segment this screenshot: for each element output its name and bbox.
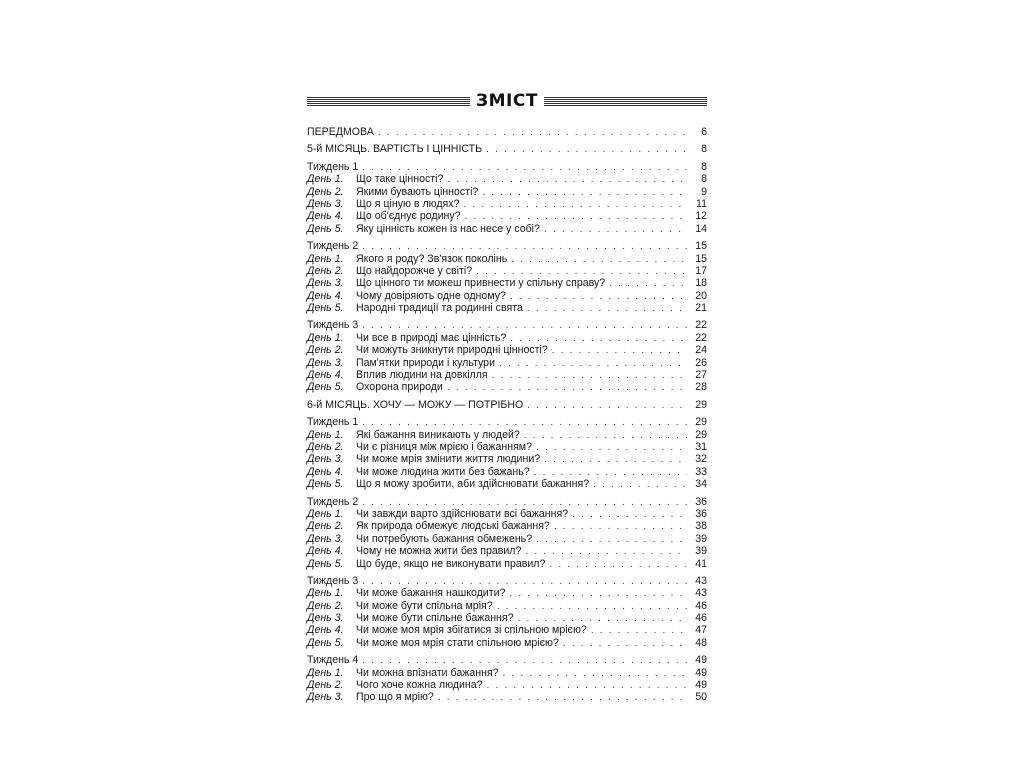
toc-page-number: 8	[701, 143, 707, 156]
toc-day-entry[interactable]	[307, 558, 707, 570]
toc-day-entry[interactable]	[307, 520, 707, 532]
left-title-rule	[307, 97, 470, 106]
toc-day-entry[interactable]	[307, 533, 707, 545]
toc-entry-title: 5-й МІСЯЦЬ. ВАРТІСТЬ І ЦІННІСТЬ	[307, 143, 483, 156]
toc-page-number: 12	[695, 210, 707, 223]
toc-day-label: День 2.	[307, 679, 344, 692]
toc-entry-title: Які бажання виникають у людей?	[356, 428, 520, 441]
toc-page-number: 49	[695, 666, 707, 679]
toc-day-label: День 4.	[307, 624, 344, 637]
toc-page-number: 38	[695, 520, 707, 533]
toc-leader-dots	[552, 345, 687, 357]
toc-page-number: 41	[695, 557, 707, 570]
toc-leader-dots	[482, 187, 687, 199]
toc-day-entry[interactable]	[307, 441, 707, 453]
toc-entry-title: Пам'ятки природи і культури	[356, 356, 495, 369]
toc-page-number: 15	[695, 252, 707, 265]
toc-entry-title: Якими бувають цінності?	[356, 185, 479, 198]
toc-day-label: День 1.	[307, 507, 344, 520]
toc-leader-dots	[511, 254, 687, 266]
toc-page-number: 36	[695, 507, 707, 520]
toc-day-label: День 3.	[307, 532, 344, 545]
toc-leader-dots	[554, 521, 687, 533]
toc-day-entry[interactable]	[307, 265, 707, 277]
toc-entry-title: Яку цінність кожен із нас несе у собі?	[356, 222, 540, 235]
toc-week-entry[interactable]	[307, 575, 707, 587]
toc-entry-title: Тиждень 1	[307, 160, 359, 173]
toc-day-entry[interactable]	[307, 667, 707, 679]
toc-leader-dots	[544, 454, 687, 466]
toc-leader-dots	[463, 199, 687, 211]
toc-page-number: 31	[695, 440, 707, 453]
toc-entry-title: Якого я роду? Зв'язок поколінь	[356, 252, 508, 265]
toc-entry-title: Чи може людина жити без бажань?	[356, 465, 530, 478]
toc-entry-title: Що об'єднує родину?	[356, 210, 461, 223]
toc-page-number: 11	[696, 197, 707, 210]
toc-day-label: День 2.	[307, 344, 344, 357]
toc-page-number: 36	[695, 495, 707, 508]
toc-entry-title: Вплив людини на довкілля	[356, 369, 488, 382]
toc-day-label: День 4.	[307, 210, 344, 223]
toc-entry-title: Чи завжди варто здійснювати всі бажання?	[356, 507, 569, 520]
toc-page-number: 27	[695, 369, 707, 382]
toc-entry-title: Чи є різниця між мрією і бажанням?	[356, 440, 532, 453]
toc-page-number: 22	[695, 319, 707, 332]
toc-day-entry[interactable]	[307, 357, 707, 369]
toc-leader-dots	[525, 546, 687, 558]
toc-page-number: 50	[695, 691, 707, 704]
toc-leader-dots	[486, 144, 687, 156]
toc-leader-dots	[527, 303, 687, 315]
toc-day-label: День 3.	[307, 453, 344, 466]
toc-day-entry[interactable]	[307, 545, 707, 557]
toc-section-entry[interactable]	[307, 399, 707, 411]
toc-leader-dots	[524, 430, 687, 442]
toc-entry-title: Чому не можна жити без правил?	[356, 545, 522, 558]
toc-entry-title: Чи потребують бажання обмежень?	[356, 532, 533, 545]
toc-leader-dots	[503, 668, 687, 680]
toc-entry-title: Чого хоче кожна людина?	[356, 679, 483, 692]
toc-entry-title: Що таке цінності?	[356, 173, 444, 186]
toc-day-label: День 5.	[307, 222, 344, 235]
toc-day-entry[interactable]	[307, 344, 707, 356]
toc-day-entry[interactable]	[307, 173, 707, 185]
toc-list	[307, 126, 707, 704]
toc-week-entry[interactable]	[307, 416, 707, 428]
toc-page-number: 39	[695, 532, 707, 545]
toc-page-number: 26	[695, 356, 707, 369]
toc-leader-dots	[509, 588, 687, 600]
toc-entry-title: Як природа обмежує людські бажання?	[356, 520, 550, 533]
page-title: ЗМІСТ	[476, 91, 538, 111]
toc-day-label: День 3.	[307, 356, 344, 369]
toc-leader-dots	[510, 291, 687, 303]
toc-day-label: День 3.	[307, 277, 344, 290]
toc-page-number: 46	[695, 612, 707, 625]
toc-day-entry[interactable]	[307, 210, 707, 222]
toc-section-entry[interactable]	[307, 143, 707, 155]
toc-page-number: 17	[695, 264, 707, 277]
toc-entry-title: Народні традиції та родинні свята	[356, 302, 523, 315]
toc-leader-dots	[536, 534, 687, 546]
toc-day-label: День 3.	[307, 197, 344, 210]
toc-entry-title: Про що я мрію?	[356, 691, 434, 704]
toc-entry-title: Що я ціную в людях?	[356, 197, 460, 210]
toc-day-entry[interactable]	[307, 381, 707, 393]
toc-entry-title: Що буде, якщо не виконувати правил?	[356, 557, 546, 570]
toc-page-number: 20	[695, 289, 707, 302]
toc-day-label: День 3.	[307, 612, 344, 625]
toc-day-entry[interactable]	[307, 691, 707, 703]
toc-entry-title: Тиждень 2	[307, 495, 359, 508]
toc-page-number: 29	[695, 428, 707, 441]
toc-day-entry[interactable]	[307, 186, 707, 198]
toc-week-entry[interactable]	[307, 319, 707, 331]
toc-leader-dots	[499, 358, 687, 370]
toc-entry-title: Охорона природи	[356, 381, 443, 394]
toc-entry-title: Що цінного ти можеш привнести у спільну справу?	[356, 277, 606, 290]
toc-day-entry[interactable]	[307, 253, 707, 265]
toc-day-entry[interactable]	[307, 679, 707, 691]
toc-page-number: 47	[695, 624, 707, 637]
toc-page-number: 43	[695, 574, 707, 587]
toc-section-entry[interactable]	[307, 126, 707, 138]
toc-day-label: День 2.	[307, 440, 344, 453]
toc-day-label: День 2.	[307, 185, 344, 198]
toc-entry-title: Чи може бажання нашкодити?	[356, 587, 506, 600]
toc-day-entry[interactable]	[307, 290, 707, 302]
toc-page-number: 6	[701, 126, 707, 138]
toc-page-number: 18	[695, 277, 707, 290]
toc-page-number: 39	[695, 545, 707, 558]
title-bar	[307, 88, 707, 114]
toc-entry-title: Чи може бути спільне бажання?	[356, 612, 514, 625]
toc-day-label: День 5.	[307, 557, 344, 570]
toc-day-entry[interactable]	[307, 223, 707, 235]
toc-leader-dots	[549, 559, 687, 571]
toc-page-number: 21	[695, 302, 707, 315]
table-of-contents-page	[307, 88, 707, 704]
toc-day-label: День 1.	[307, 587, 344, 600]
toc-day-label: День 1.	[307, 428, 344, 441]
toc-day-label: День 2.	[307, 264, 344, 277]
toc-leader-dots	[563, 638, 687, 650]
toc-entry-title: Тиждень 3	[307, 319, 359, 332]
toc-day-entry[interactable]	[307, 587, 707, 599]
toc-day-entry[interactable]	[307, 332, 707, 344]
toc-day-entry[interactable]	[307, 637, 707, 649]
toc-day-entry[interactable]	[307, 466, 707, 478]
toc-page-number: 29	[695, 398, 707, 411]
toc-entry-title: Тиждень 2	[307, 240, 359, 253]
toc-page-number: 34	[695, 478, 707, 491]
toc-leader-dots	[536, 442, 687, 454]
toc-day-label: День 5.	[307, 478, 344, 491]
toc-entry-title: 6-й МІСЯЦЬ. ХОЧУ — МОЖУ — ПОТРІБНО	[307, 398, 524, 411]
toc-day-label: День 1.	[307, 252, 344, 265]
toc-day-entry[interactable]	[307, 198, 707, 210]
toc-entry-title: Тиждень 3	[307, 574, 359, 587]
toc-day-label: День 4.	[307, 289, 344, 302]
right-title-rule	[544, 97, 707, 106]
toc-leader-dots	[591, 625, 687, 637]
toc-week-entry[interactable]	[307, 161, 707, 173]
toc-week-entry[interactable]	[307, 496, 707, 508]
toc-page-number: 29	[695, 416, 707, 429]
toc-day-entry[interactable]	[307, 429, 707, 441]
toc-day-label: День 1.	[307, 331, 344, 344]
toc-leader-dots	[447, 382, 687, 394]
toc-day-label: День 1.	[307, 173, 344, 186]
toc-leader-dots	[609, 278, 687, 290]
toc-entry-title: Чи може мрія змінити життя людини?	[356, 453, 541, 466]
toc-entry-title: Що найдорожче у світі?	[356, 264, 473, 277]
toc-page-number: 8	[701, 160, 707, 173]
toc-page-number: 28	[695, 381, 707, 394]
toc-week-entry[interactable]	[307, 654, 707, 666]
toc-entry-title: Чи можна впізнати бажання?	[356, 666, 499, 679]
toc-day-label: День 2.	[307, 599, 344, 612]
toc-leader-dots	[492, 370, 687, 382]
toc-day-entry[interactable]	[307, 453, 707, 465]
toc-entry-title: Чому довіряють одне одному?	[356, 289, 506, 302]
toc-leader-dots	[544, 224, 687, 236]
toc-page-number: 46	[695, 599, 707, 612]
toc-entry-title: ПЕРЕДМОВА	[307, 126, 374, 138]
toc-entry-title: Тиждень 4	[307, 654, 359, 667]
toc-leader-dots	[593, 479, 687, 491]
toc-entry-title: Тиждень 1	[307, 416, 359, 429]
toc-leader-dots	[438, 692, 687, 704]
toc-entry-title: Що я можу зробити, аби здійснювати бажання?	[356, 478, 590, 491]
toc-leader-dots	[497, 601, 687, 613]
toc-leader-dots	[378, 127, 687, 139]
toc-day-entry[interactable]	[307, 277, 707, 289]
toc-day-entry[interactable]	[307, 612, 707, 624]
toc-entry-title: Чи може бути спільна мрія?	[356, 599, 493, 612]
toc-leader-dots	[527, 400, 687, 412]
toc-entry-title: Чи може моя мрія збігатися зі спільною мрією?	[356, 624, 587, 637]
toc-day-label: День 4.	[307, 465, 344, 478]
toc-week-entry[interactable]	[307, 240, 707, 252]
toc-day-label: День 3.	[307, 691, 344, 704]
toc-page-number: 48	[695, 636, 707, 649]
toc-leader-dots	[572, 509, 687, 521]
toc-day-label: День 5.	[307, 302, 344, 315]
toc-entry-title: Чи все в природі має цінність?	[356, 331, 507, 344]
toc-day-entry[interactable]	[307, 302, 707, 314]
toc-day-label: День 4.	[307, 369, 344, 382]
toc-page-number: 8	[701, 173, 707, 186]
toc-page-number: 49	[695, 654, 707, 667]
toc-leader-dots	[447, 174, 687, 186]
toc-page-number: 43	[695, 587, 707, 600]
toc-day-entry[interactable]	[307, 478, 707, 490]
toc-day-entry[interactable]	[307, 600, 707, 612]
toc-day-entry[interactable]	[307, 369, 707, 381]
toc-day-entry[interactable]	[307, 624, 707, 636]
toc-entry-title: Чи можуть зникнути природні цінності?	[356, 344, 548, 357]
toc-page-number: 14	[695, 222, 707, 235]
toc-page-number: 24	[695, 344, 707, 357]
toc-day-label: День 1.	[307, 666, 344, 679]
toc-page-number: 15	[695, 240, 707, 253]
toc-page-number: 9	[701, 185, 707, 198]
toc-page-number: 33	[695, 465, 707, 478]
toc-page-number: 22	[695, 331, 707, 344]
toc-day-label: День 5.	[307, 381, 344, 394]
toc-day-label: День 5.	[307, 636, 344, 649]
toc-day-entry[interactable]	[307, 508, 707, 520]
toc-page-number: 32	[695, 453, 707, 466]
toc-day-label: День 2.	[307, 520, 344, 533]
toc-entry-title: Чи може моя мрія стати спільною мрією?	[356, 636, 559, 649]
toc-page-number: 49	[695, 679, 707, 692]
toc-leader-dots	[487, 680, 687, 692]
toc-day-label: День 4.	[307, 545, 344, 558]
